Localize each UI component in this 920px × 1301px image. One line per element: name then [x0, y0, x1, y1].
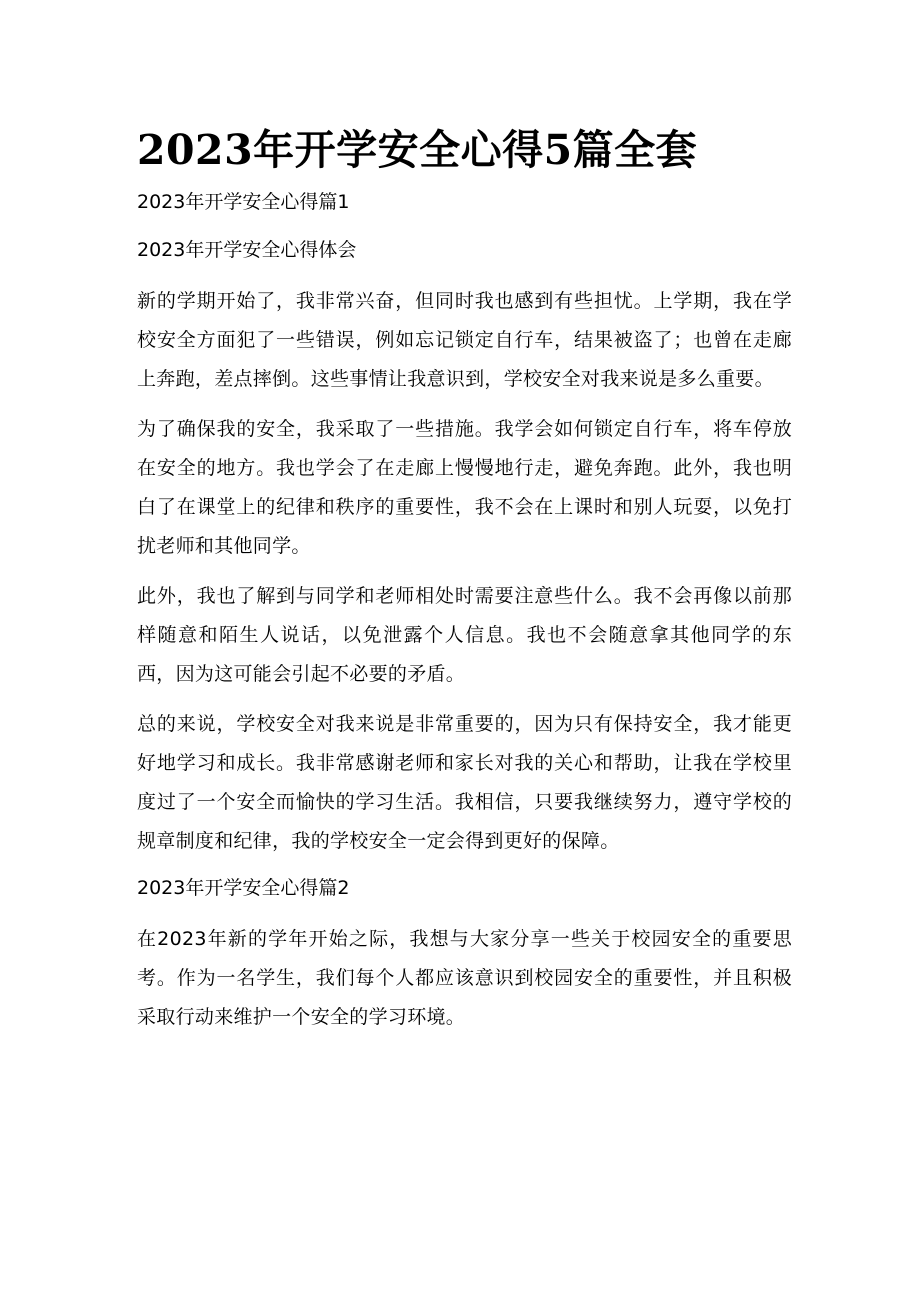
section-1-subheading: 2023年开学安全心得体会 [137, 239, 357, 261]
paragraph: 在2023年新的学年开始之际，我想与大家分享一些关于校园安全的重要思考。作为一名学生，我们每个人都应该意识到校园安全的重要性，并且积极采取行动来维护一个安全的学习环境。 [137, 928, 792, 1028]
section-2-heading: 2023年开学安全心得篇2 [137, 877, 350, 899]
paragraph: 总的来说，学校安全对我来说是非常重要的，因为只有保持安全，我才能更好地学习和成长。我非常感谢老师和家长对我的关心和帮助，让我在学校里度过了一个安全而愉快的学习生活。我相信，只要我继续努力，遵守学校的规章制度和纪律，我的学校安全一定会得到更好的保障。 [137, 713, 792, 852]
document-title: 2023年开学安全心得5篇全套 [137, 126, 698, 174]
paragraph: 为了确保我的安全，我采取了一些措施。我学会如何锁定自行车，将车停放在安全的地方。我也学会了在走廊上慢慢地行走，避免奔跑。此外，我也明白了在课堂上的纪律和秩序的重要性，我不会在上课时和别人玩耍，以免打扰老师和其他同学。 [137, 418, 792, 557]
paragraph: 新的学期开始了，我非常兴奋，但同时我也感到有些担忧。上学期，我在学校安全方面犯了一些错误，例如忘记锁定自行车，结果被盗了；也曾在走廊上奔跑，差点摔倒。这些事情让我意识到，学校安全对我来说是多么重要。 [137, 290, 792, 390]
paragraph: 此外，我也了解到与同学和老师相处时需要注意些什么。我不会再像以前那样随意和陌生人说话，以免泄露个人信息。我也不会随意拿其他同学的东西，因为这可能会引起不必要的矛盾。 [137, 585, 792, 685]
section-1-heading: 2023年开学安全心得篇1 [137, 191, 350, 213]
document-page [137, 120, 792, 1048]
